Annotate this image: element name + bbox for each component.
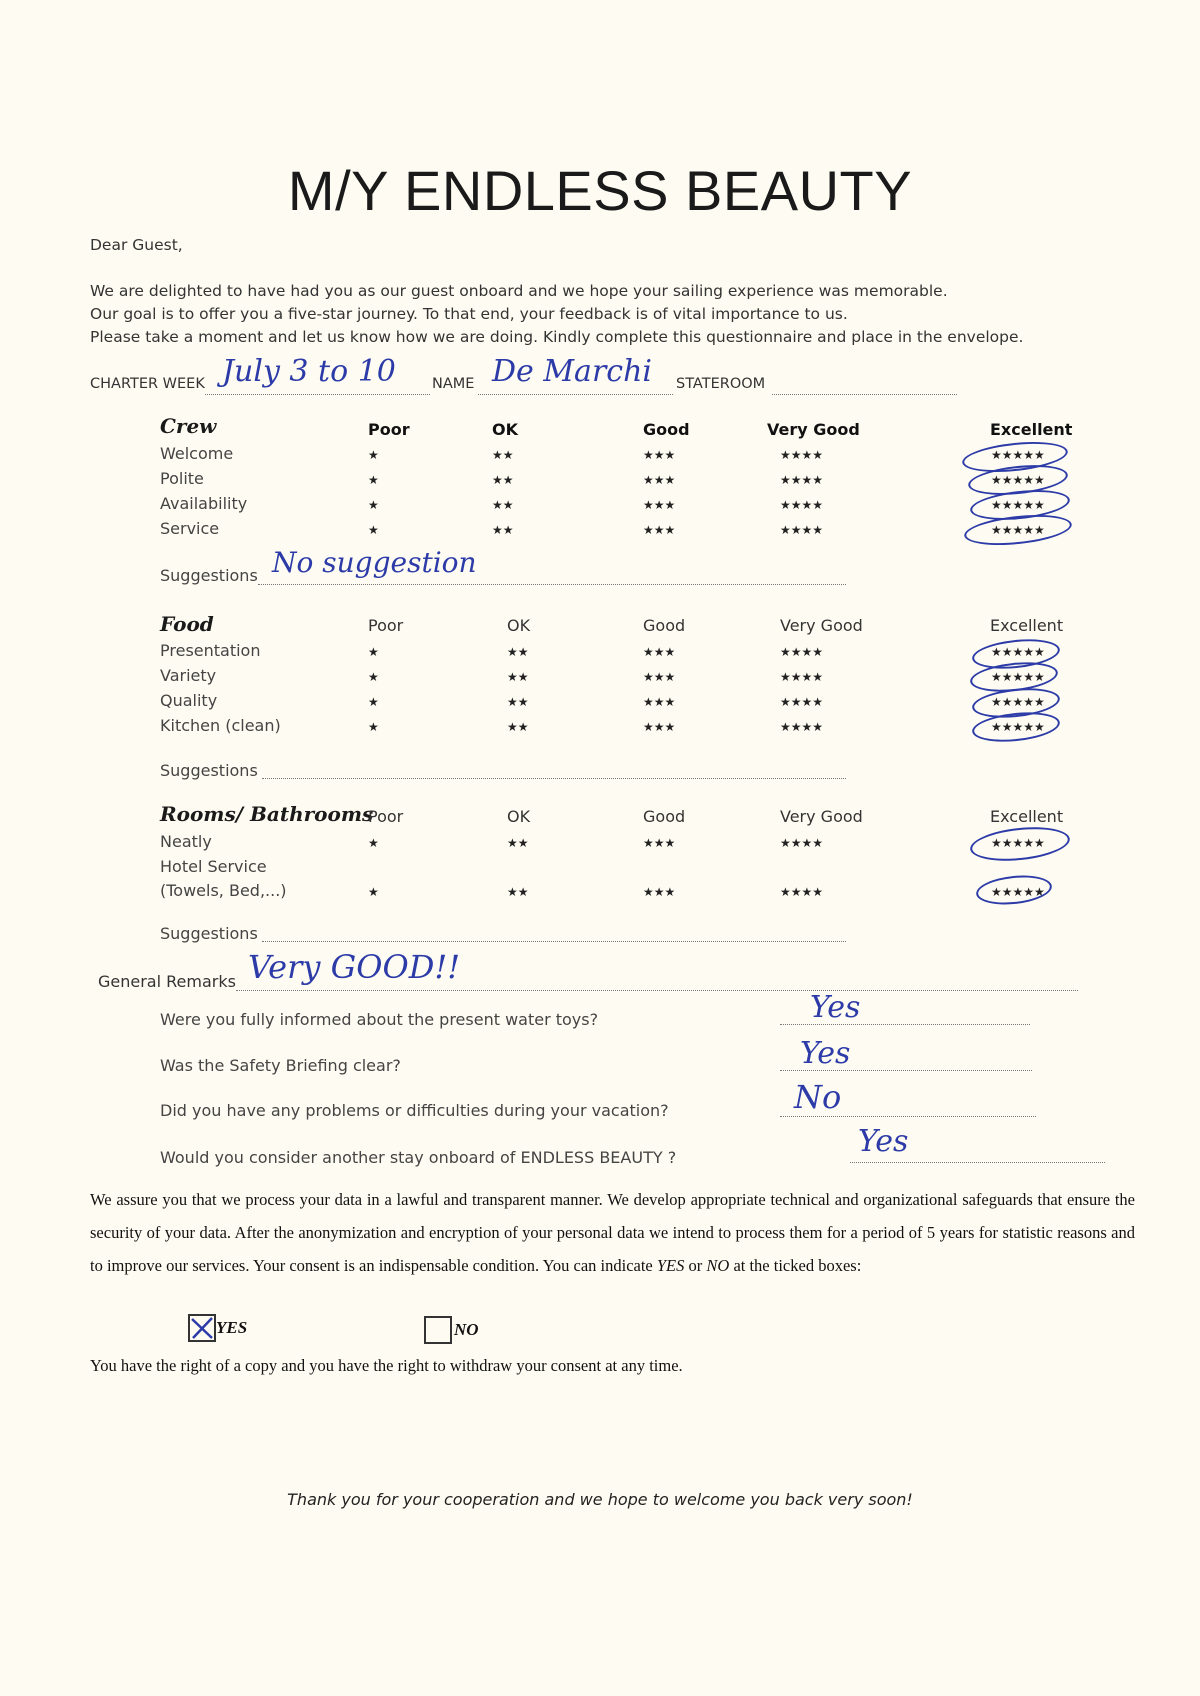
answer-problems[interactable]: No — [794, 1078, 842, 1116]
no-word: NO — [706, 1256, 730, 1275]
rooms-suggestions-label: Suggestions — [160, 924, 258, 943]
rating-star-2[interactable]: ★★ — [492, 523, 514, 537]
crew-row-welcome: Welcome — [160, 444, 234, 463]
charter-week-value[interactable]: July 3 to 10 — [222, 354, 396, 389]
question-another-stay: Would you consider another stay onboard of ENDLESS BEAUTY ? — [160, 1148, 677, 1167]
rooms-section-title: Rooms/ Bathrooms — [160, 802, 374, 826]
intro-line-1: We are delighted to have had you as our guest onboard and we hope your sailing experience was memorable. — [90, 282, 948, 300]
question-water-toys: Were you fully informed about the present water toys? — [160, 1010, 599, 1029]
rating-star-4[interactable]: ★★★★ — [780, 836, 824, 850]
food-section-title: Food — [160, 612, 214, 636]
rating-star-3[interactable]: ★★★ — [643, 645, 676, 659]
rating-star-2[interactable]: ★★ — [507, 720, 529, 734]
rating-star-4[interactable]: ★★★★ — [780, 695, 824, 709]
guest-name-value[interactable]: De Marchi — [492, 354, 653, 389]
rating-star-1[interactable]: ★ — [368, 448, 379, 462]
general-remarks-value[interactable]: Very GOOD!! — [248, 948, 461, 986]
food-col-poor: Poor — [368, 616, 404, 635]
crew-suggestions-value[interactable]: No suggestion — [272, 546, 477, 579]
rating-star-3[interactable]: ★★★ — [643, 670, 676, 684]
food-col-excellent: Excellent — [990, 616, 1064, 635]
rooms-col-ok: OK — [507, 807, 531, 826]
rating-star-3[interactable]: ★★★ — [643, 695, 676, 709]
intro-line-3: Please take a moment and let us know how we are doing. Kindly complete this questionnaire and place in the envelope. — [90, 328, 1024, 346]
food-row-presentation: Presentation — [160, 641, 261, 660]
food-suggestions-field[interactable] — [262, 778, 846, 779]
rating-star-4[interactable]: ★★★★ — [780, 885, 824, 899]
rating-star-2[interactable]: ★★ — [507, 836, 529, 850]
or-word: or — [684, 1256, 707, 1275]
rating-star-1[interactable]: ★ — [368, 885, 379, 899]
ticked-boxes-text: at the ticked boxes: — [729, 1256, 862, 1275]
check-mark-icon — [190, 1316, 214, 1340]
charter-week-label: CHARTER WEEK — [90, 376, 205, 392]
rating-star-1[interactable]: ★ — [368, 473, 379, 487]
rating-star-3[interactable]: ★★★ — [643, 720, 676, 734]
rating-star-2[interactable]: ★★ — [507, 645, 529, 659]
general-remarks-label: General Remarks — [98, 972, 236, 991]
rating-star-5[interactable]: ★★★★★ — [991, 670, 1045, 684]
consent-yes-label: YES — [216, 1318, 248, 1337]
rating-star-5[interactable]: ★★★★★ — [991, 885, 1045, 899]
crew-suggestions-label: Suggestions — [160, 566, 258, 585]
answer-water-toys[interactable]: Yes — [810, 990, 861, 1025]
stateroom-label: STATEROOM — [676, 376, 766, 392]
stateroom-field[interactable] — [772, 394, 957, 395]
crew-row-service: Service — [160, 519, 220, 538]
rooms-suggestions-field[interactable] — [262, 941, 846, 942]
name-label: NAME — [432, 376, 475, 392]
rooms-col-good: Good — [643, 807, 686, 826]
rating-star-1[interactable]: ★ — [368, 695, 379, 709]
answer-another-stay[interactable]: Yes — [858, 1124, 909, 1159]
food-row-variety: Variety — [160, 666, 217, 685]
rating-star-3[interactable]: ★★★ — [643, 498, 676, 512]
rating-star-5[interactable]: ★★★★★ — [991, 523, 1045, 537]
rating-star-5[interactable]: ★★★★★ — [991, 448, 1045, 462]
rating-star-1[interactable]: ★ — [368, 836, 379, 850]
selection-circle — [969, 823, 1072, 865]
greeting: Dear Guest, — [90, 236, 183, 254]
rating-star-4[interactable]: ★★★★ — [780, 720, 824, 734]
rating-star-2[interactable]: ★★ — [507, 695, 529, 709]
rating-star-2[interactable]: ★★ — [492, 448, 514, 462]
crew-col-poor: Poor — [368, 420, 410, 439]
rating-star-3[interactable]: ★★★ — [643, 836, 676, 850]
rating-star-1[interactable]: ★ — [368, 720, 379, 734]
rooms-row-neatly: Neatly — [160, 832, 212, 851]
document-title: M/Y ENDLESS BEAUTY — [287, 159, 913, 222]
food-col-good: Good — [643, 616, 686, 635]
intro-line-2: Our goal is to offer you a five-star journey. To that end, your feedback is of vital importance to us. — [90, 305, 848, 323]
rating-star-4[interactable]: ★★★★ — [780, 670, 824, 684]
crew-row-polite: Polite — [160, 469, 204, 488]
question-problems: Did you have any problems or difficulties during your vacation? — [160, 1101, 669, 1120]
food-row-quality: Quality — [160, 691, 218, 710]
data-protection-body: We assure you that we process your data in a lawful and transparent manner. We develop appropriate technical and organizational safeguards that ensure the security of your data. After the anonymization and encryption of your personal data we intend to process them for a period of 5 years for statistic reasons and to improve our services. Your consent is an indispensable condition. You can indicate — [90, 1190, 1135, 1275]
thank-you-note: Thank you for your cooperation and we hope to welcome you back very soon! — [287, 1490, 913, 1509]
rating-star-1[interactable]: ★ — [368, 645, 379, 659]
rating-star-4[interactable]: ★★★★ — [780, 473, 824, 487]
food-col-very-good: Very Good — [780, 616, 863, 635]
consent-no-label: NO — [454, 1320, 479, 1339]
yes-word: YES — [656, 1256, 685, 1275]
answer-safety-briefing[interactable]: Yes — [800, 1036, 851, 1071]
rooms-row-hotel-service-detail: (Towels, Bed,...) — [160, 881, 287, 900]
rating-star-5[interactable]: ★★★★★ — [991, 473, 1045, 487]
rating-star-3[interactable]: ★★★ — [643, 885, 676, 899]
data-protection-text — [90, 1183, 1135, 1282]
food-row-kitchen: Kitchen (clean) — [160, 716, 281, 735]
rating-star-1[interactable]: ★ — [368, 670, 379, 684]
crew-col-excellent: Excellent — [990, 420, 1073, 439]
rating-star-5[interactable]: ★★★★★ — [991, 645, 1045, 659]
rooms-col-poor: Poor — [368, 807, 404, 826]
crew-col-very-good: Very Good — [767, 420, 860, 439]
rating-star-5[interactable]: ★★★★★ — [991, 695, 1045, 709]
selection-circle — [975, 872, 1054, 908]
food-suggestions-label: Suggestions — [160, 761, 258, 780]
rating-star-2[interactable]: ★★ — [507, 670, 529, 684]
rating-star-4[interactable]: ★★★★ — [780, 448, 824, 462]
rating-star-5[interactable]: ★★★★★ — [991, 836, 1045, 850]
crew-section-title: Crew — [160, 414, 217, 438]
rating-star-5[interactable]: ★★★★★ — [991, 498, 1045, 512]
rooms-col-very-good: Very Good — [780, 807, 863, 826]
rooms-col-excellent: Excellent — [990, 807, 1064, 826]
rating-star-2[interactable]: ★★ — [492, 473, 514, 487]
rating-star-3[interactable]: ★★★ — [643, 523, 676, 537]
crew-col-ok: OK — [492, 420, 518, 439]
rating-star-4[interactable]: ★★★★ — [780, 498, 824, 512]
question-safety-briefing: Was the Safety Briefing clear? — [160, 1056, 401, 1075]
consent-no-checkbox[interactable] — [424, 1316, 452, 1344]
rating-star-2[interactable]: ★★ — [507, 885, 529, 899]
crew-col-good: Good — [643, 420, 690, 439]
rights-text: You have the right of a copy and you have the right to withdraw your consent at any time. — [90, 1356, 683, 1375]
crew-row-availability: Availability — [160, 494, 248, 513]
food-col-ok: OK — [507, 616, 531, 635]
rating-star-3[interactable]: ★★★ — [643, 473, 676, 487]
rating-star-3[interactable]: ★★★ — [643, 448, 676, 462]
rating-star-2[interactable]: ★★ — [492, 498, 514, 512]
rating-star-1[interactable]: ★ — [368, 523, 379, 537]
rating-star-1[interactable]: ★ — [368, 498, 379, 512]
rating-star-5[interactable]: ★★★★★ — [991, 720, 1045, 734]
consent-yes-checkbox[interactable] — [188, 1314, 216, 1342]
rating-star-4[interactable]: ★★★★ — [780, 523, 824, 537]
rooms-row-hotel-service: Hotel Service — [160, 857, 267, 876]
rating-star-4[interactable]: ★★★★ — [780, 645, 824, 659]
